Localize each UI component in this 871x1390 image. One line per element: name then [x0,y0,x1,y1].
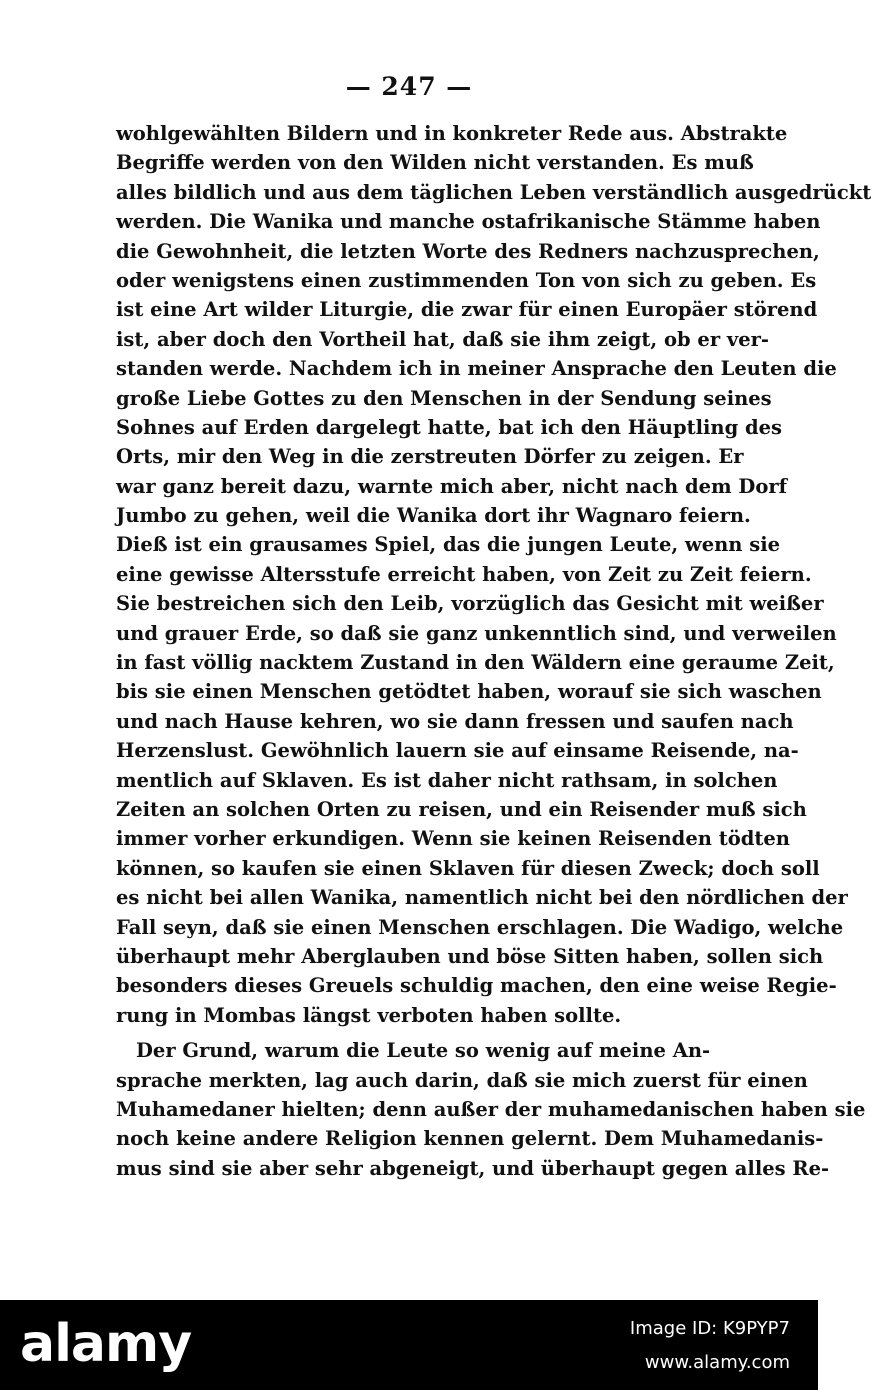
paragraph [116,119,871,1030]
page-number: — 247 — [345,72,473,101]
text-line: große Liebe Gottes zu den Menschen in der Sendung seines [116,386,772,410]
site-url: www.alamy.com [644,1352,790,1373]
image-id-label: Image ID: K9PYP7 [629,1318,790,1339]
text-line: mentlich auf Sklaven. Es ist daher nicht rathsam, in solchen [116,768,778,792]
text-block [116,119,871,1183]
text-line: Muhamedaner hielten; denn außer der muhamedanischen haben sie [116,1097,866,1121]
text-line: mus sind sie aber sehr abgeneigt, und überhaupt gegen alles Re- [116,1156,830,1180]
text-line: ist eine Art wilder Liturgie, die zwar für einen Europäer störend [116,298,818,322]
text-line: rung in Mombas längst verboten haben sollte. [116,1003,622,1027]
text-line: Dieß ist ein grausames Spiel, das die jungen Leute, wenn sie [116,533,781,557]
text-line: Fall seyn, daß sie einen Menschen erschlagen. Die Wadigo, welche [116,915,844,939]
text-line: Herzenslust. Gewöhnlich lauern sie auf einsame Reisende, na- [116,739,799,763]
text-line: eine gewisse Altersstufe erreicht haben, von Zeit zu Zeit feiern. [116,562,812,586]
text-line: Der Grund, warum die Leute so wenig auf meine An- [136,1039,711,1063]
text-line: ist, aber doch den Vortheil hat, daß sie ihm zeigt, ob er ver- [116,327,769,351]
text-line: Orts, mir den Weg in die zerstreuten Dörfer zu zeigen. Er [116,445,744,469]
text-line: sprache merkten, lag auch darin, daß sie mich zuerst für einen [116,1068,808,1092]
text-line: Sie bestreichen sich den Leib, vorzüglich das Gesicht mit weißer [116,592,824,616]
text-line: überhaupt mehr Aberglauben und böse Sitten haben, sollen sich [116,944,824,968]
text-line: besonders dieses Greuels schuldig machen, den eine weise Regie- [116,974,837,998]
text-line: Jumbo zu gehen, weil die Wanika dort ihr Wagnaro feiern. [116,504,751,528]
text-line: Begriffe werden von den Wilden nicht verstanden. Es muß [116,151,754,175]
text-line: in fast völlig nacktem Zustand in den Wäldern eine geraume Zeit, [116,651,835,675]
text-line: noch keine andere Religion kennen gelernt. Dem Muhamedanis- [116,1127,824,1151]
text-line: oder wenigstens einen zustimmenden Ton von sich zu geben. Es [116,268,817,292]
text-line: und nach Hause kehren, wo sie dann fressen und saufen nach [116,709,794,733]
text-line: können, so kaufen sie einen Sklaven für diesen Zweck; doch soll [116,856,820,880]
text-line: Zeiten an solchen Orten zu reisen, und ein Reisender muß sich [116,797,807,821]
text-line: bis sie einen Menschen getödtet haben, worauf sie sich waschen [116,680,822,704]
watermark-banner [0,1300,818,1390]
text-line: es nicht bei allen Wanika, namentlich nicht bei den nördlichen der [116,886,848,910]
text-line: standen werde. Nachdem ich in meiner Ansprache den Leuten die [116,357,837,381]
text-line: wohlgewählten Bildern und in konkreter Rede aus. Abstrakte [116,122,788,145]
text-line: und grauer Erde, so daß sie ganz unkenntlich sind, und verweilen [116,621,837,645]
text-line: Sohnes auf Erden dargelegt hatte, bat ich den Häuptling des [116,415,783,439]
text-line: werden. Die Wanika und manche ostafrikanische Stämme haben [116,210,821,234]
paragraph [116,1036,866,1183]
text-line: war ganz bereit dazu, warnte mich aber, nicht nach dem Dorf [116,474,788,498]
text-line: die Gewohnheit, die letzten Worte des Redners nachzusprechen, [116,239,820,263]
alamy-logo: alamy [20,1314,192,1374]
text-line: immer vorher erkundigen. Wenn sie keinen Reisenden tödten [116,827,790,851]
text-line: alles bildlich und aus dem täglichen Leben verständlich ausgedrückt [116,180,871,204]
